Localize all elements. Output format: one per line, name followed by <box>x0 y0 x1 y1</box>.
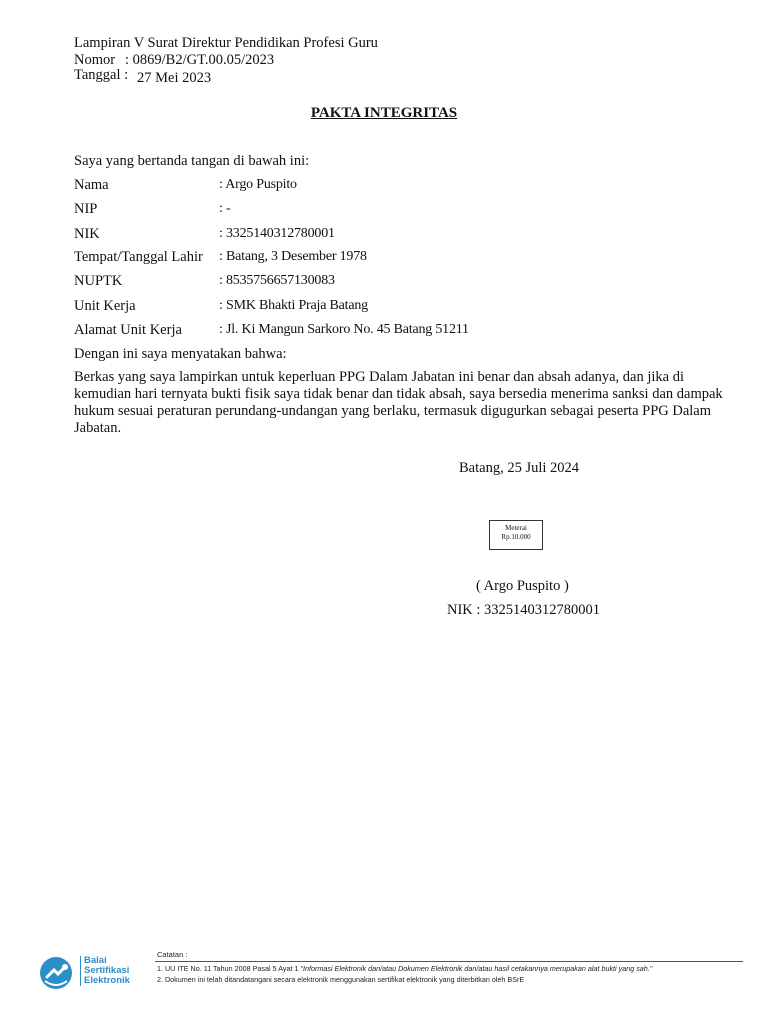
header-tanggal-value: 27 Mei 2023 <box>137 70 212 86</box>
field-label-alamat: Alamat Unit Kerja <box>74 322 182 338</box>
field-label-nik: NIK <box>74 226 100 242</box>
place-date: Batang, 25 Juli 2024 <box>459 460 580 476</box>
footer-note-2: 2. Dokumen ini telah ditandatangani secara elektronik menggunakan sertifikat elektronik yang diterbitkan oleh BSrE <box>157 975 525 984</box>
statement-paragraph: Berkas yang saya lampirkan untuk keperluan PPG Dalam Jabatan ini benar dan absah adanya, dan jika di kemudian hari ternyata bukti fisik saya tidak benar dan tidak absah, saya bersedia menerima sanksi dan dampak hukum sesuai peraturan perundang-undangan yang berlaku, termasuk digugurkan sebagai peserta PPG Dalam Jabatan. <box>74 369 723 436</box>
header-nomor-value: : 0869/B2/GT.00.05/2023 <box>125 52 275 68</box>
logo-line-2: Sertifikasi <box>84 965 130 976</box>
stamp-line-1: Meterai <box>505 524 527 532</box>
statement-intro: Dengan ini saya menyatakan bahwa: <box>74 346 287 362</box>
field-label-ttl: Tempat/Tanggal Lahir <box>74 249 203 265</box>
field-label-nama: Nama <box>74 177 109 193</box>
footer-note-1 <box>157 964 652 973</box>
document-title: PAKTA INTEGRITAS <box>310 105 458 121</box>
catatan-title: Catatan : <box>157 950 188 959</box>
field-label-nuptk: NUPTK <box>74 273 123 289</box>
header-nomor-label: Nomor <box>74 52 116 68</box>
intro-text: Saya yang bertanda tangan di bawah ini: <box>74 153 310 169</box>
meterai-stamp <box>489 520 543 550</box>
bsre-logo <box>38 951 138 991</box>
bsre-logo-icon <box>38 955 74 991</box>
footer-note-1-prefix: 1. UU ITE No. 11 Tahun 2008 Pasal 5 Ayat 1 <box>157 964 299 973</box>
field-value-nuptk: : 8535756657130083 <box>219 273 335 288</box>
field-value-ttl: : Batang, 3 Desember 1978 <box>219 249 367 264</box>
signer-nik: NIK : 3325140312780001 <box>447 602 601 618</box>
field-label-unit-kerja: Unit Kerja <box>74 298 136 314</box>
logo-line-3: Elektronik <box>84 975 130 986</box>
field-value-nik: : 3325140312780001 <box>219 226 335 241</box>
logo-line-1: Balai <box>84 955 107 966</box>
footer-note-1-quote: "Informasi Elektronik dan/atau Dokumen Elektronik dan/atau hasil cetakannya merupakan alat bukti yang sah." <box>300 964 653 973</box>
catatan-divider <box>155 961 743 962</box>
signer-name: ( Argo Puspito ) <box>476 578 569 594</box>
header-tanggal-label: Tanggal : <box>74 67 129 83</box>
stamp-line-2: Rp.10.000 <box>501 533 531 541</box>
field-label-nip: NIP <box>74 201 98 217</box>
field-value-unit-kerja: : SMK Bhakti Praja Batang <box>219 298 368 313</box>
header-lampiran: Lampiran V Surat Direktur Pendidikan Profesi Guru <box>74 35 378 51</box>
field-value-nip: : - <box>219 201 231 216</box>
field-value-nama: : Argo Puspito <box>219 177 297 192</box>
field-value-alamat: : Jl. Ki Mangun Sarkoro No. 45 Batang 51211 <box>219 322 469 337</box>
